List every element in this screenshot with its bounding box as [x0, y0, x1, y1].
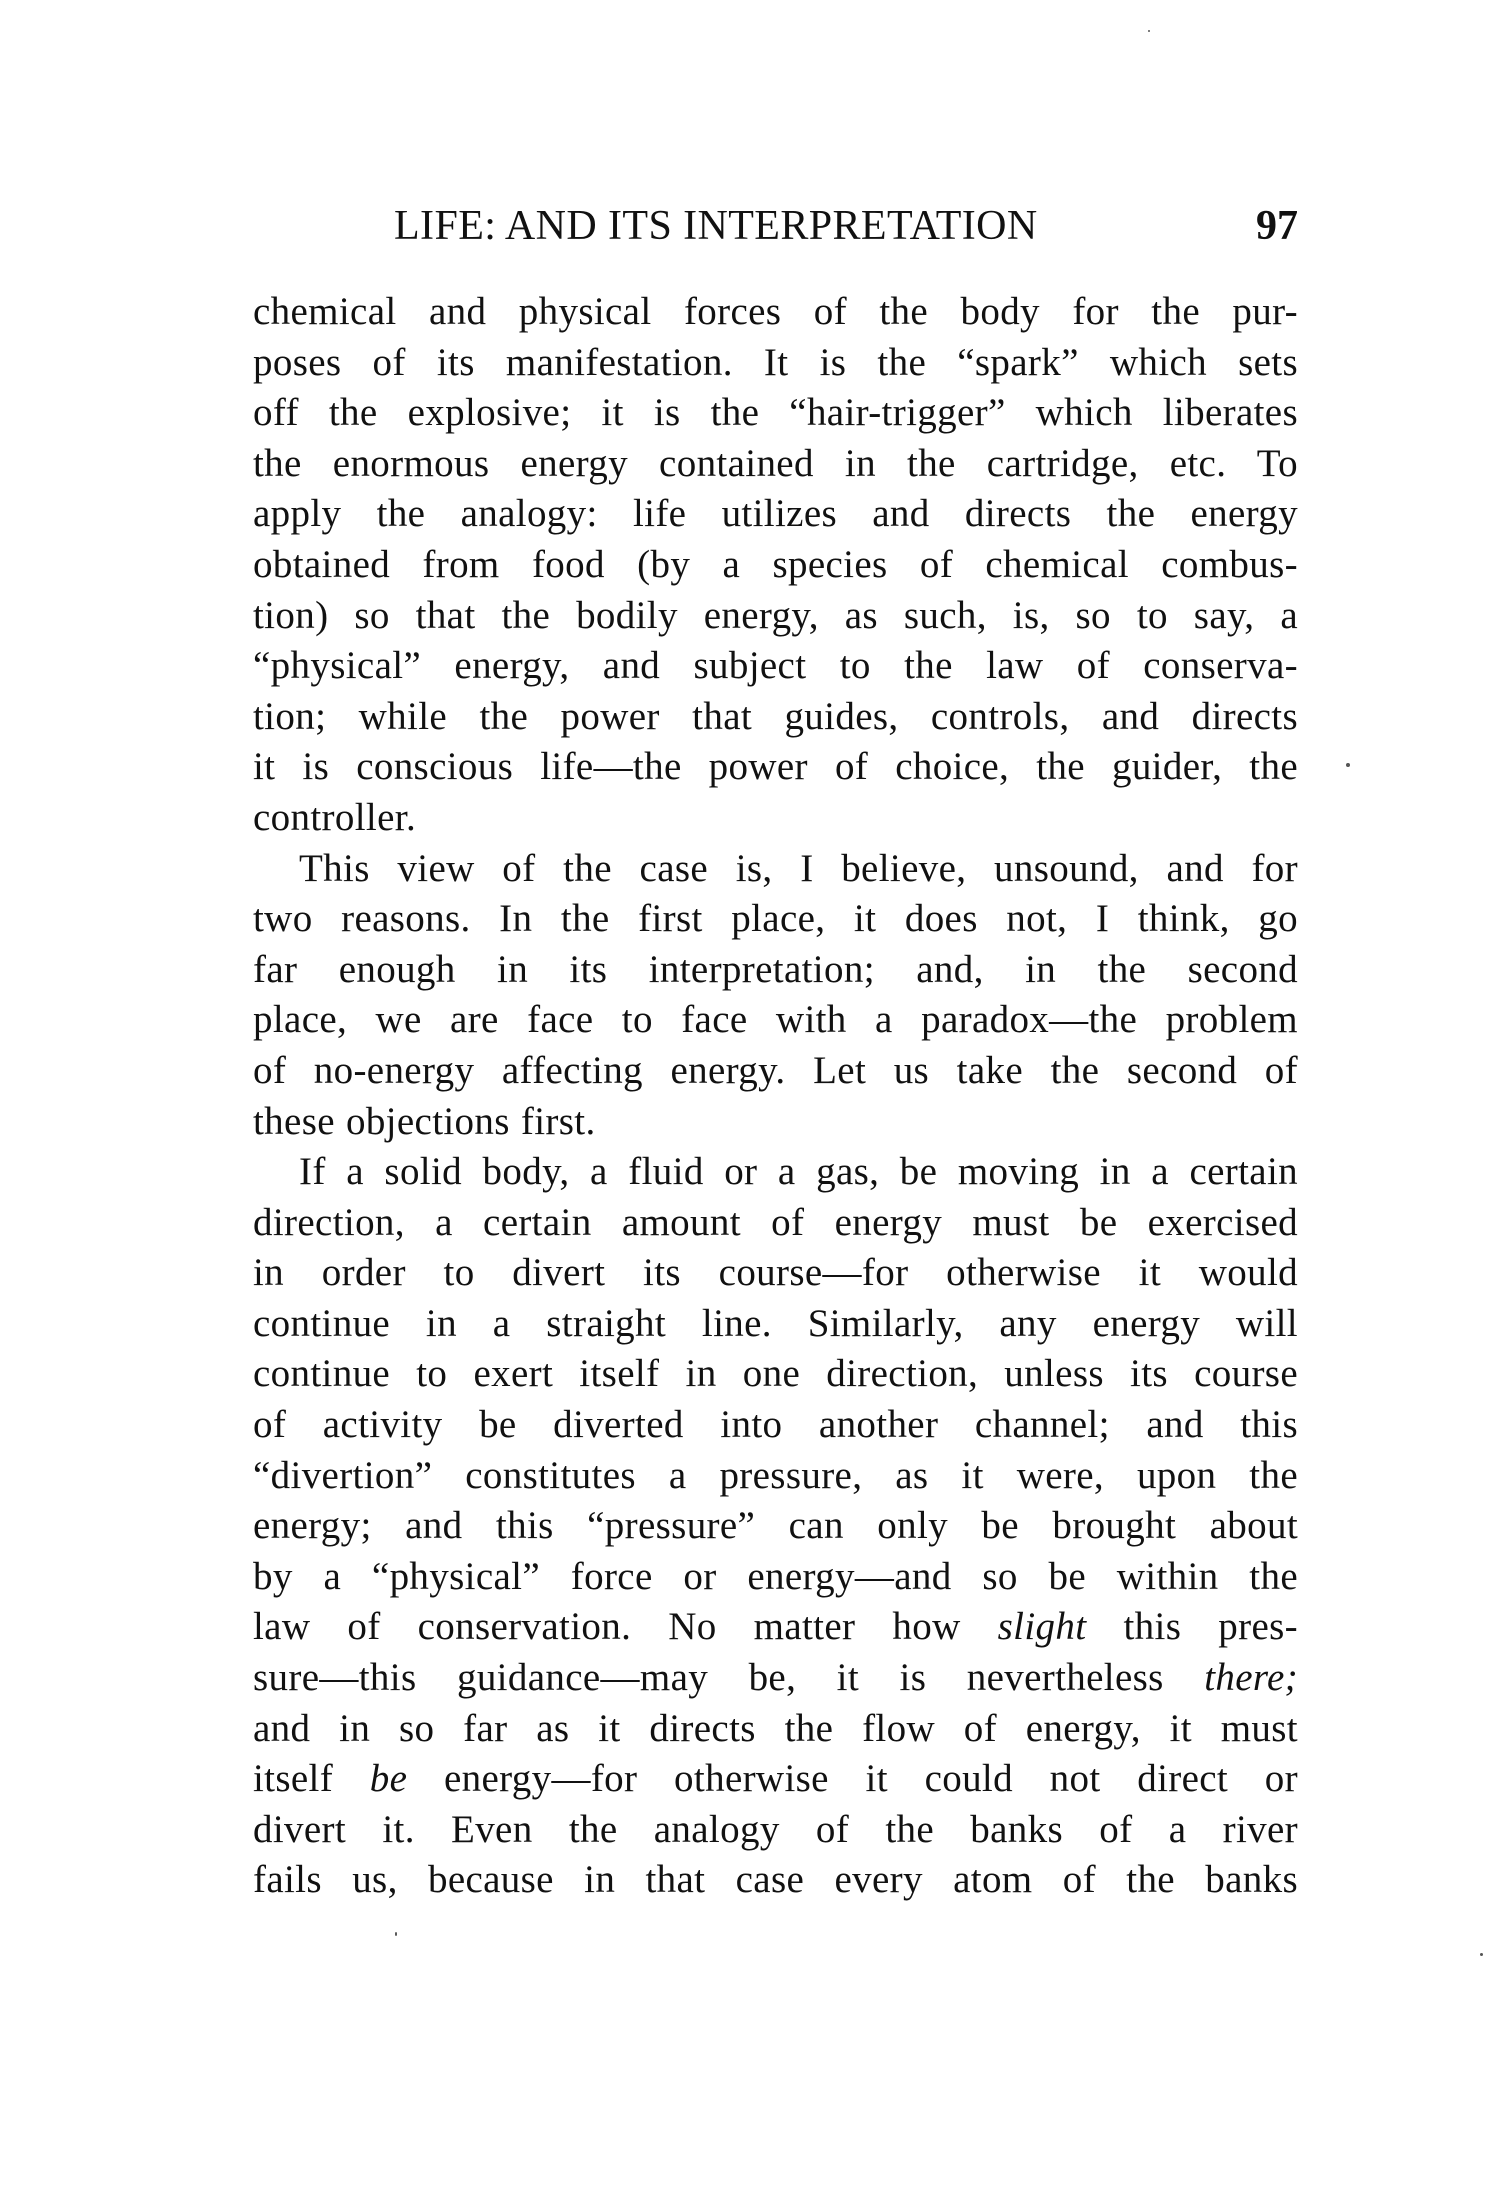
text-line: apply the analogy: life utilizes and directs the energy — [253, 492, 1298, 536]
text-line: fails us, because in that case every atom of the banks — [253, 1858, 1298, 1902]
text-line: and in so far as it directs the flow of energy, it must — [253, 1706, 1298, 1750]
body-text — [253, 287, 1298, 1906]
text-segment: energy—for otherwise it could not direct or — [407, 1757, 1298, 1801]
italic-emphasis: slight — [997, 1605, 1087, 1649]
text-line: poses of its manifestation. It is the “spark” which sets — [253, 340, 1298, 384]
text-line: controller. — [253, 795, 417, 839]
page-number: 97 — [1256, 203, 1298, 249]
text-line: direction, a certain amount of energy must be exercised — [253, 1200, 1298, 1244]
scan-speck — [1346, 763, 1350, 767]
text-line: continue to exert itself in one direction, unless its course — [253, 1352, 1298, 1396]
scan-speck — [1480, 1953, 1483, 1956]
text-line — [253, 1653, 1298, 1704]
text-segment: this pres- — [1086, 1605, 1298, 1649]
italic-emphasis: there; — [1204, 1656, 1298, 1700]
scan-speck — [1148, 30, 1150, 32]
text-segment: law of conservation. No matter how — [253, 1605, 998, 1649]
text-line: these objections first. — [253, 1099, 596, 1143]
text-line: in order to divert its course—for otherwise it would — [253, 1251, 1298, 1295]
text-line: “divertion” constitutes a pressure, as it were, upon the — [253, 1453, 1298, 1497]
italic-emphasis: be — [369, 1757, 408, 1801]
text-line: If a solid body, a fluid or a gas, be moving in a certain — [299, 1150, 1298, 1194]
text-segment: itself — [253, 1757, 370, 1801]
text-line: far enough in its interpretation; and, in the second — [253, 947, 1298, 991]
text-line: by a “physical” force or energy—and so be within the — [253, 1554, 1298, 1598]
running-head — [394, 200, 1298, 252]
text-line: the enormous energy contained in the cartridge, etc. To — [253, 441, 1298, 485]
text-line: place, we are face to face with a paradox—the problem — [253, 998, 1298, 1042]
text-line: of no-energy affecting energy. Let us take the second of — [253, 1048, 1298, 1092]
text-line: off the explosive; it is the “hair-trigger” which liberates — [253, 391, 1298, 435]
text-line: tion) so that the bodily energy, as such, is, so to say, a — [253, 593, 1298, 637]
text-line — [253, 1754, 1298, 1805]
text-line: it is conscious life—the power of choice, the guider, the — [253, 745, 1298, 789]
text-line: “physical” energy, and subject to the law of conserva- — [253, 644, 1298, 688]
running-head-title: LIFE: AND ITS INTERPRETATION — [394, 203, 1038, 249]
text-line — [253, 1602, 1298, 1653]
text-line: of activity be diverted into another channel; and this — [253, 1403, 1298, 1447]
text-line: chemical and physical forces of the body for the pur- — [253, 290, 1298, 333]
text-line: divert it. Even the analogy of the banks of a river — [253, 1807, 1298, 1851]
text-line: energy; and this “pressure” can only be brought about — [253, 1504, 1298, 1548]
text-segment: sure—this guidance—may be, it is nevertheless — [253, 1656, 1205, 1700]
text-line: two reasons. In the first place, it does not, I think, go — [253, 897, 1298, 941]
text-line: obtained from food (by a species of chemical combus- — [253, 542, 1298, 586]
text-line: This view of the case is, I believe, unsound, and for — [299, 846, 1298, 890]
scan-speck — [395, 1932, 397, 1936]
text-line: tion; while the power that guides, controls, and directs — [253, 694, 1298, 738]
text-line: continue in a straight line. Similarly, any energy will — [253, 1301, 1298, 1345]
